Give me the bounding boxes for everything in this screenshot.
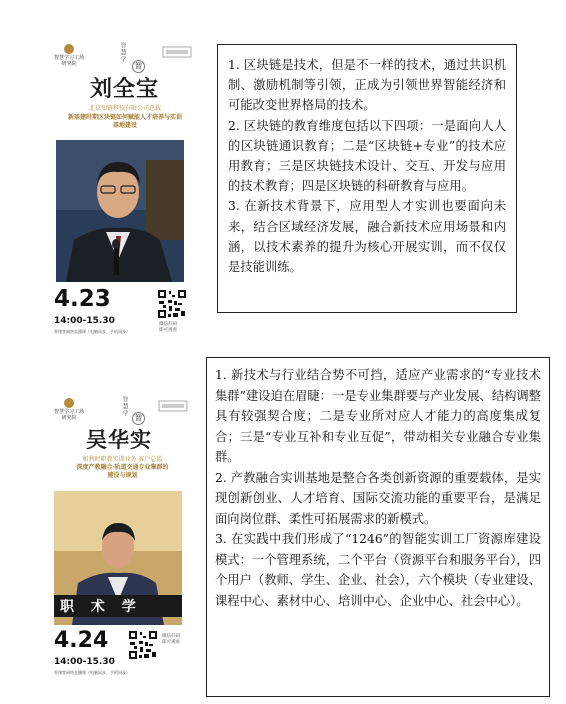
qr-note xyxy=(162,634,180,646)
talk-topic-line1: 深度产教融合·轨道交通专业集群的 xyxy=(76,464,169,471)
talk-topic-line1: 新基建时期区块链如何赋能人才培养与实训 xyxy=(67,114,182,121)
summary-point-3: 3. 在实践中我们形成了“1246”的智能实训工厂资源库建设模式：一个管理系统，二个平台（资源平台和服务平台），四个用户（教师、学生、企业、社会），六个模块（专业建设、课程中心、素材中心、培训中心、企业中心、社会中心）。 xyxy=(215,532,541,608)
qr-note-line2: 即可观看 xyxy=(162,640,180,645)
talk-topic xyxy=(50,464,195,480)
partner-logo-icon xyxy=(158,400,188,412)
series-tag: 智慧学 xyxy=(119,42,126,63)
institute-logo xyxy=(54,398,84,421)
series-tag: 智慧学 xyxy=(121,396,128,417)
qr-note-line1: 微信扫码 xyxy=(159,322,177,327)
talk-topic-line2: 基地建设 xyxy=(112,122,137,129)
broadcast-note: 智课堂网络直播课（电脑同步，手机同步） xyxy=(54,670,130,675)
qr-code-icon[interactable] xyxy=(157,289,187,319)
qr-note-line1: 微信扫码 xyxy=(162,634,180,639)
summary-point-3: 3. 在新技术背景下，应用型人才实训也要面向未来，结合区域经济发展，融合新技术应用场景和内涵，以技术素养的提升为核心开展实训，而不仅仅是技能训练。 xyxy=(228,199,506,275)
qr-code-icon[interactable] xyxy=(128,630,158,660)
speaker-photo xyxy=(56,140,184,282)
photo-banner-text: 职 术 学 xyxy=(60,599,142,615)
zhi-mark: 智 xyxy=(132,60,145,73)
summary-point-2: 2. 区块链的教育维度包括以下四项：一是面向人人的区块链通识教育；二是“区块链+专业”的技术应用教育；三是区块链技术设计、交互、开发与应用的技术教育；四是区块链的科研教育与应用。 xyxy=(228,118,506,194)
zhi-mark: 智 xyxy=(132,412,145,425)
qr-note xyxy=(159,322,177,334)
partner-logo xyxy=(156,400,190,414)
broadcast-note: 智课堂网络直播课（电脑同步，手机同步） xyxy=(54,329,130,334)
summary-box-liu xyxy=(217,44,517,313)
partner-logo-icon xyxy=(162,46,192,58)
speaker-poster-wu xyxy=(50,392,195,682)
institute-badge-icon xyxy=(64,44,74,54)
talk-time: 14:00-15.30 xyxy=(54,316,115,326)
speaker-organization: 北京知链科技有限公司总裁 xyxy=(88,105,161,112)
speaker-poster-liu xyxy=(50,38,200,338)
speaker-organization: 和利时职教实训业务 客户总监 xyxy=(82,456,163,463)
talk-date: 4.24 xyxy=(54,628,109,653)
talk-date: 4.23 xyxy=(54,286,111,312)
summary-box-wu xyxy=(206,357,550,697)
speaker-name: 吴华实 xyxy=(86,427,152,452)
page-caption xyxy=(50,697,520,704)
institute-logo xyxy=(54,44,84,67)
partner-logo xyxy=(160,46,194,60)
talk-topic-line2: 建设与规划 xyxy=(107,472,138,479)
summary-point-2: 2. 产教融合实训基地是整合各类创新资源的重要载体，是实现创新创业、人才培育、国际交流功能的重要平台，是满足面向岗位群、柔性可拓展需求的新模式。 xyxy=(215,470,541,526)
speaker-name: 刘全宝 xyxy=(90,76,160,102)
summary-point-1: 1. 新技术与行业结合势不可挡，适应产业需求的“专业技术集群”建设迫在眉睫：一是专业集群要与产业发展、结构调整具有较强契合度；二是专业所对应人才能力的高度集成复合；三是“专业互补和专业互促”，带动相关专业融合专业集群。 xyxy=(215,368,542,464)
institute-name: 智慧学习工场研究院 xyxy=(54,409,85,421)
qr-note-line2: 即可观看 xyxy=(159,328,177,333)
summary-point-1: 1. 区块链是技术，但是不一样的技术，通过共识机制、激励机制等引领，正成为引领世界智能经济和可能改变世界格局的技术。 xyxy=(228,58,506,113)
institute-name: 智慧学习工场研究院 xyxy=(54,55,85,67)
talk-time: 14:00-15.30 xyxy=(54,657,115,667)
institute-badge-icon xyxy=(64,398,74,408)
talk-topic xyxy=(50,114,200,130)
speaker-photo xyxy=(54,491,182,625)
